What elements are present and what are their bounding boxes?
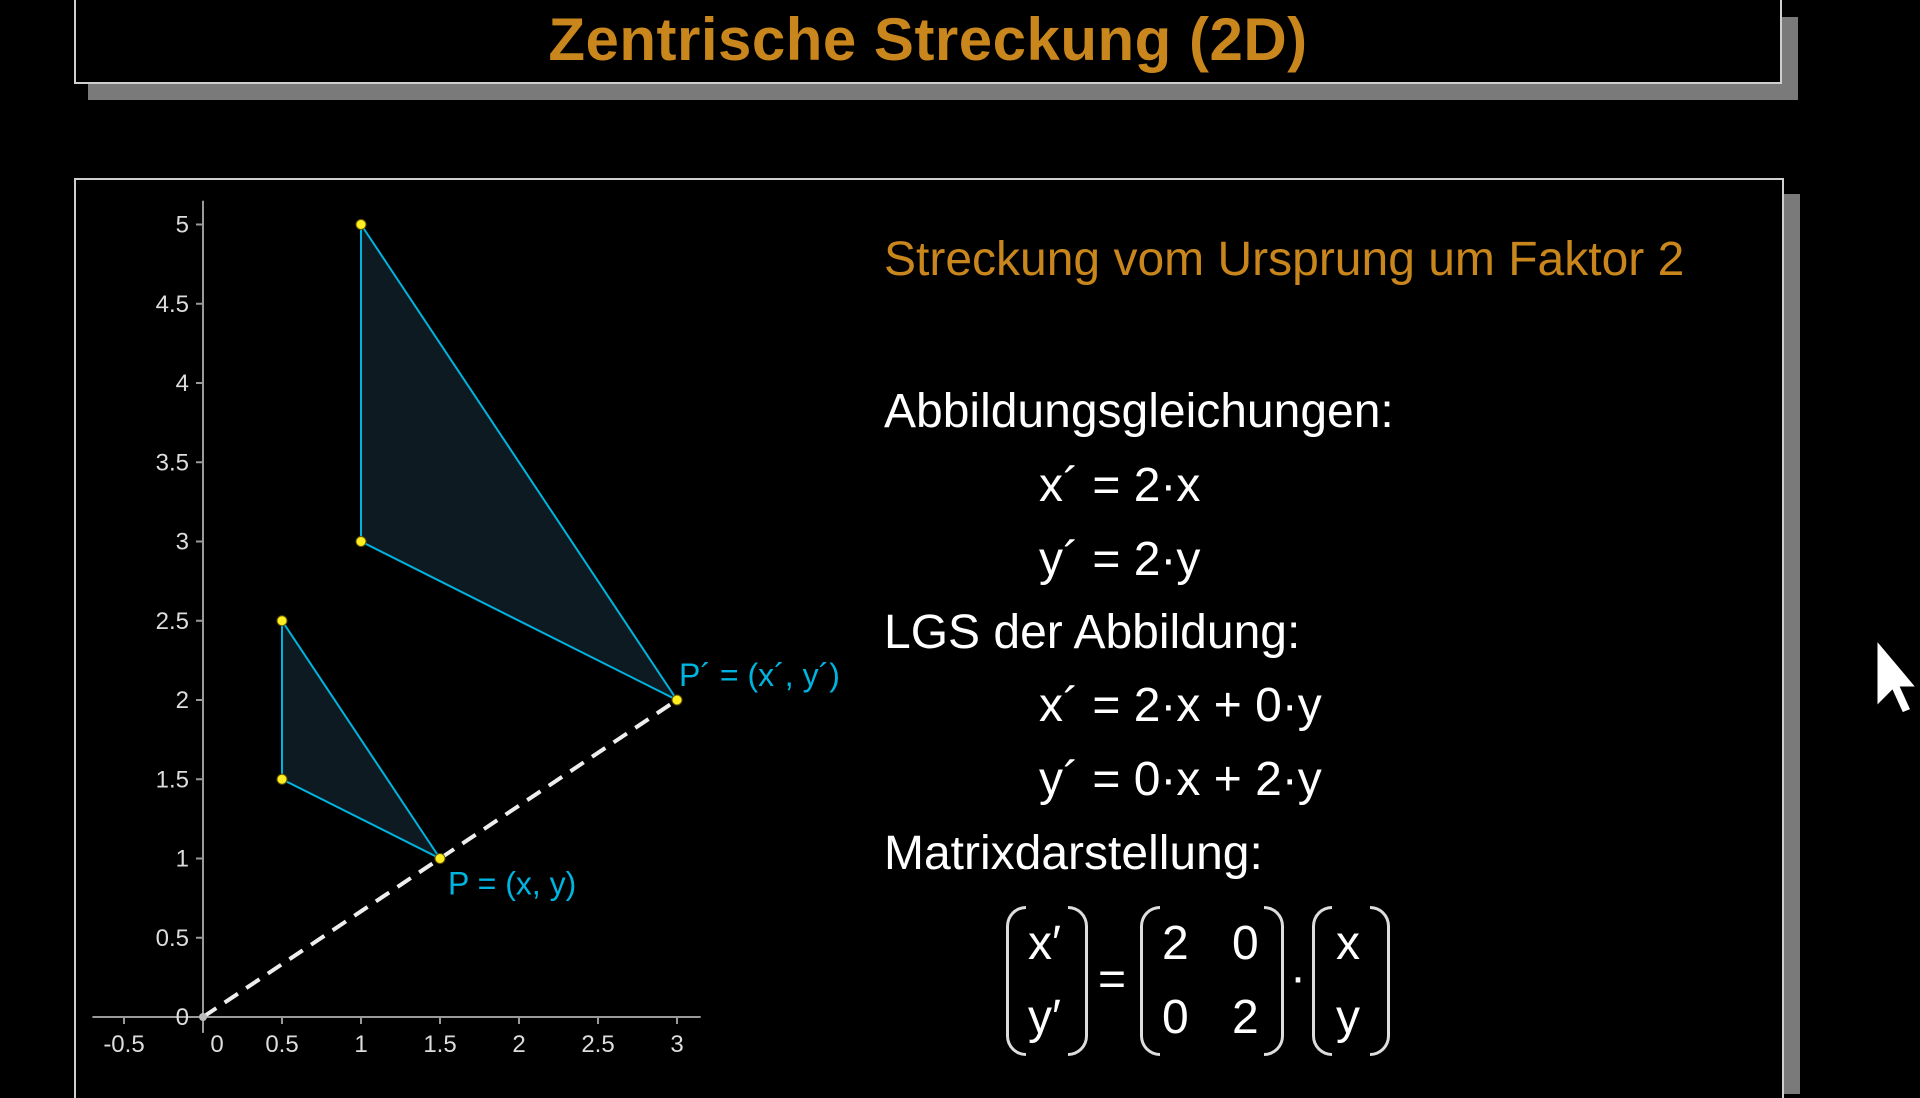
paren-right-rhs [1370, 906, 1390, 1056]
label-p-prime: P´ = (x´, y´) [679, 657, 840, 693]
paren-left-lhs [1006, 906, 1026, 1056]
heading-lgs: LGS der Abbildung: [884, 606, 1301, 659]
mouse-cursor-icon [1874, 636, 1920, 716]
paren-right-matrix [1264, 906, 1284, 1056]
matrix-lhs-y: y′ [1028, 991, 1061, 1044]
y-tick-label: 5 [175, 211, 189, 239]
vertex-point [277, 774, 287, 784]
triangle-image [361, 225, 677, 701]
coordinate-plot [76, 180, 876, 1060]
vertex-point [435, 854, 445, 864]
content-panel [74, 178, 1784, 1098]
heading-matrix: Matrixdarstellung: [884, 827, 1263, 880]
x-tick-label: 3 [670, 1031, 684, 1058]
matrix-rhs-x: x [1336, 917, 1360, 970]
vertex-point [356, 220, 366, 230]
matrix-a11: 2 [1162, 917, 1189, 970]
label-p: P = (x, y) [448, 865, 577, 902]
paren-left-rhs [1312, 906, 1332, 1056]
x-tick-label: 0.5 [265, 1031, 299, 1058]
x-tick-label: 2 [512, 1031, 526, 1058]
matrix-rhs-y: y [1336, 991, 1360, 1044]
paren-left-matrix [1140, 906, 1160, 1056]
lgs-equation-x: x´ = 2·x + 0·y [1039, 679, 1322, 732]
equals-sign: = [1098, 953, 1127, 1006]
heading-abbildungsgleichungen: Abbildungsgleichungen: [884, 385, 1394, 438]
equation-x: x´ = 2·x [1039, 459, 1201, 512]
equation-y: y´ = 2·y [1039, 533, 1201, 586]
y-tick-label: 4 [175, 370, 189, 397]
x-tick-label: 2.5 [581, 1031, 615, 1058]
vertex-point [672, 695, 682, 705]
y-tick-label: 0.5 [155, 924, 189, 952]
matrix-a12: 0 [1232, 917, 1259, 970]
triangle-original [282, 621, 440, 859]
y-tick-label: 3.5 [155, 449, 189, 477]
page-title: Zentrische Streckung (2D) [548, 5, 1308, 73]
vertex-point [356, 537, 366, 547]
y-tick-label: 1.5 [155, 766, 189, 794]
y-tick-label: 3 [175, 528, 189, 556]
paren-right-lhs [1068, 906, 1088, 1056]
dot-operator: · [1290, 951, 1306, 1004]
x-tick-label: 1.5 [423, 1031, 457, 1058]
lgs-equation-y: y´ = 0·x + 2·y [1039, 753, 1322, 806]
matrix-a21: 0 [1162, 991, 1189, 1044]
x-tick-label: 0 [210, 1031, 224, 1058]
y-tick-label: 2 [175, 687, 189, 714]
x-tick-label: 1 [354, 1031, 368, 1058]
y-tick-label: 1 [175, 845, 189, 873]
subtitle: Streckung vom Ursprung um Faktor 2 [884, 233, 1685, 286]
y-tick-label: 0 [175, 1004, 189, 1031]
matrix-lhs-x: x′ [1028, 917, 1061, 970]
origin-point [199, 1013, 207, 1021]
y-tick-label: 4.5 [155, 290, 189, 318]
vertex-point [277, 616, 287, 626]
y-tick-label: 2.5 [155, 607, 189, 635]
title-box [74, 0, 1782, 84]
x-tick-label: -0.5 [103, 1031, 145, 1058]
matrix-a22: 2 [1232, 991, 1259, 1044]
